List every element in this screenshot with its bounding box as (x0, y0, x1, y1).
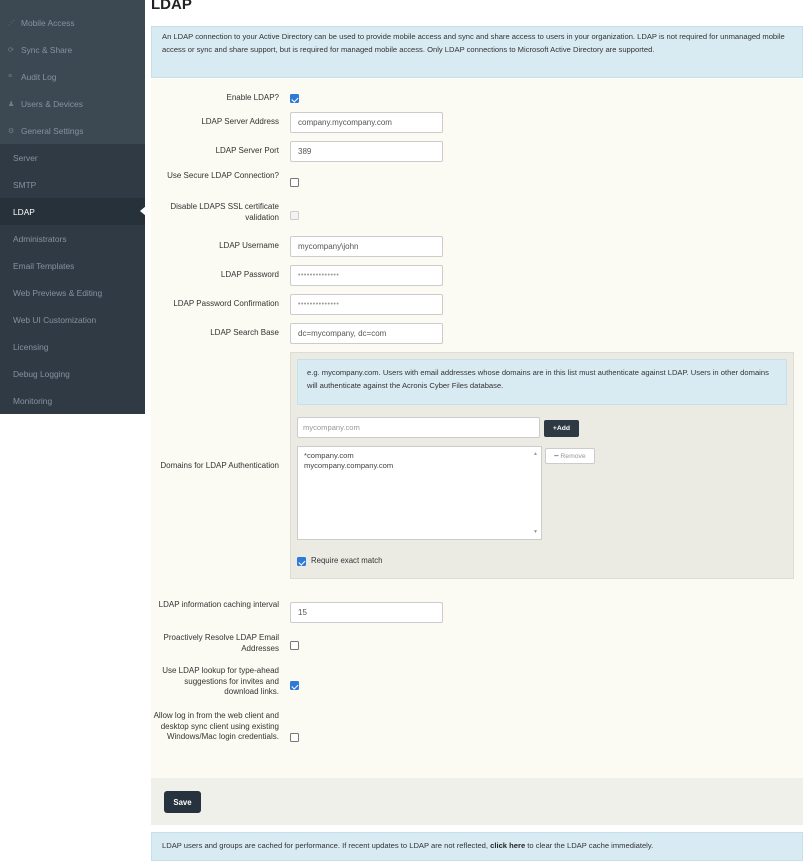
minus-icon: ━ (554, 453, 559, 460)
scroll-up-icon[interactable]: ▲ (533, 451, 538, 457)
sidebar-item-label: Users & Devices (21, 98, 83, 109)
sidebar-subitem-server[interactable]: Server (0, 144, 145, 171)
sidebar-item-label: Mobile Access (21, 17, 75, 28)
plus-icon: + (552, 425, 557, 432)
sidebar-subitem-email-templates[interactable]: Email Templates (0, 252, 145, 279)
domain-input[interactable]: mycompany.com (297, 417, 540, 438)
ldap-password-confirm-input[interactable]: •••••••••••••• (290, 294, 443, 315)
domains-panel (290, 352, 794, 579)
sidebar-subitem-monitoring[interactable]: Monitoring (0, 387, 145, 414)
clear-cache-link[interactable]: click here (490, 841, 526, 850)
typeahead-checkbox[interactable] (290, 681, 299, 690)
use-secure-ldap-label: Use Secure LDAP Connection? (167, 171, 279, 180)
sidebar-item-sync-share[interactable] (0, 36, 145, 63)
signal-icon: ⋰ (8, 19, 15, 27)
ldap-username-input[interactable]: mycompany\john (290, 236, 443, 257)
sidebar-subitem-smtp[interactable]: SMTP (0, 171, 145, 198)
sidebar-item-mobile-access[interactable] (0, 9, 145, 36)
sync-icon: ⟳ (8, 46, 14, 54)
sidebar-subitem-administrators[interactable]: Administrators (0, 225, 145, 252)
require-exact-match-label: Require exact match (311, 556, 383, 565)
sidebar-item-general-settings[interactable] (0, 117, 145, 144)
use-secure-ldap-checkbox[interactable] (290, 178, 299, 187)
sidebar (0, 0, 145, 414)
list-icon: ≡ (8, 73, 13, 80)
sidebar-subitem-ldap[interactable]: LDAP (0, 198, 145, 225)
resolve-emails-checkbox[interactable] (290, 641, 299, 650)
sidebar-subitem-web-previews-editing[interactable]: Web Previews & Editing (0, 279, 145, 306)
ldap-password-label: LDAP Password (220, 270, 279, 279)
domains-label: Domains for LDAP Authentication (160, 461, 279, 470)
ldap-password-input[interactable]: •••••••••••••• (290, 265, 443, 286)
server-port-input[interactable]: 389 (290, 141, 443, 162)
domains-hint: e.g. mycompany.com. Users with email addresses whose domains are in this list must authenticate against LDAP. Users in other domains will authenticate against the Acronis Cyber Files database. (297, 359, 787, 405)
resolve-emails-label: Proactively Resolve LDAP Email Addresses (163, 633, 279, 653)
disable-ssl-validation-checkbox (290, 211, 299, 220)
add-domain-button[interactable]: + Add (544, 420, 579, 437)
enable-ldap-checkbox[interactable] (290, 94, 299, 103)
windows-login-label: Allow log in from the web client and desktop sync client using existing Windows/Mac login credentials. (153, 711, 279, 742)
sidebar-item-label: Sync & Share (21, 44, 73, 55)
main-content (150, 0, 805, 867)
users-icon: ♟ (8, 100, 15, 108)
search-base-label: LDAP Search Base (210, 328, 279, 337)
cache-notice: LDAP users and groups are cached for performance. If recent updates to LDAP are not reflected, click here to clear the LDAP cache immediately. (151, 832, 803, 861)
sidebar-subitem-web-ui-customization[interactable]: Web UI Customization (0, 306, 145, 333)
sidebar-item-label: General Settings (21, 125, 84, 136)
sidebar-item-audit-log[interactable] (0, 63, 145, 90)
caching-interval-input[interactable]: 15 (290, 602, 443, 623)
page-title: LDAP (151, 0, 192, 13)
sidebar-item-label: Audit Log (21, 71, 57, 82)
save-button[interactable]: Save (164, 791, 201, 813)
server-address-label: LDAP Server Address (201, 117, 279, 126)
ldap-username-label: LDAP Username (219, 241, 279, 250)
save-bar (151, 778, 803, 825)
server-port-label: LDAP Server Port (215, 146, 279, 155)
intro-info-box: An LDAP connection to your Active Directory can be used to provide mobile access and sync and share access to users in your organization. LDAP is not required for unmanaged mobile access or sync and share support, but is required for managed mobile access. Only LDAP connections to Microsoft Active Directory are supported. (151, 26, 803, 78)
disable-ssl-validation-label: Disable LDAPS SSL certificate validation (170, 202, 279, 222)
gears-icon: ⚙ (8, 127, 15, 135)
remove-domain-button[interactable]: ━ Remove (545, 448, 595, 464)
require-exact-match-checkbox[interactable] (297, 557, 306, 566)
server-address-input[interactable]: company.mycompany.com (290, 112, 443, 133)
domain-list[interactable] (297, 446, 542, 540)
sidebar-subitem-debug-logging[interactable]: Debug Logging (0, 360, 145, 387)
list-item[interactable]: mycompany.company.com (304, 460, 394, 470)
windows-login-checkbox[interactable] (290, 733, 299, 742)
ldap-password-confirm-label: LDAP Password Confirmation (173, 299, 279, 308)
caching-interval-label: LDAP information caching interval (158, 600, 279, 609)
list-item[interactable]: *company.com (304, 451, 354, 460)
typeahead-label: Use LDAP lookup for type-ahead suggestions for invites and download links. (162, 666, 279, 697)
sidebar-item-users-devices[interactable] (0, 90, 145, 117)
enable-ldap-label: Enable LDAP? (226, 93, 279, 102)
scroll-down-icon[interactable]: ▼ (533, 528, 538, 535)
search-base-input[interactable]: dc=mycompany, dc=com (290, 323, 443, 344)
sidebar-subitem-licensing[interactable]: Licensing (0, 333, 145, 360)
